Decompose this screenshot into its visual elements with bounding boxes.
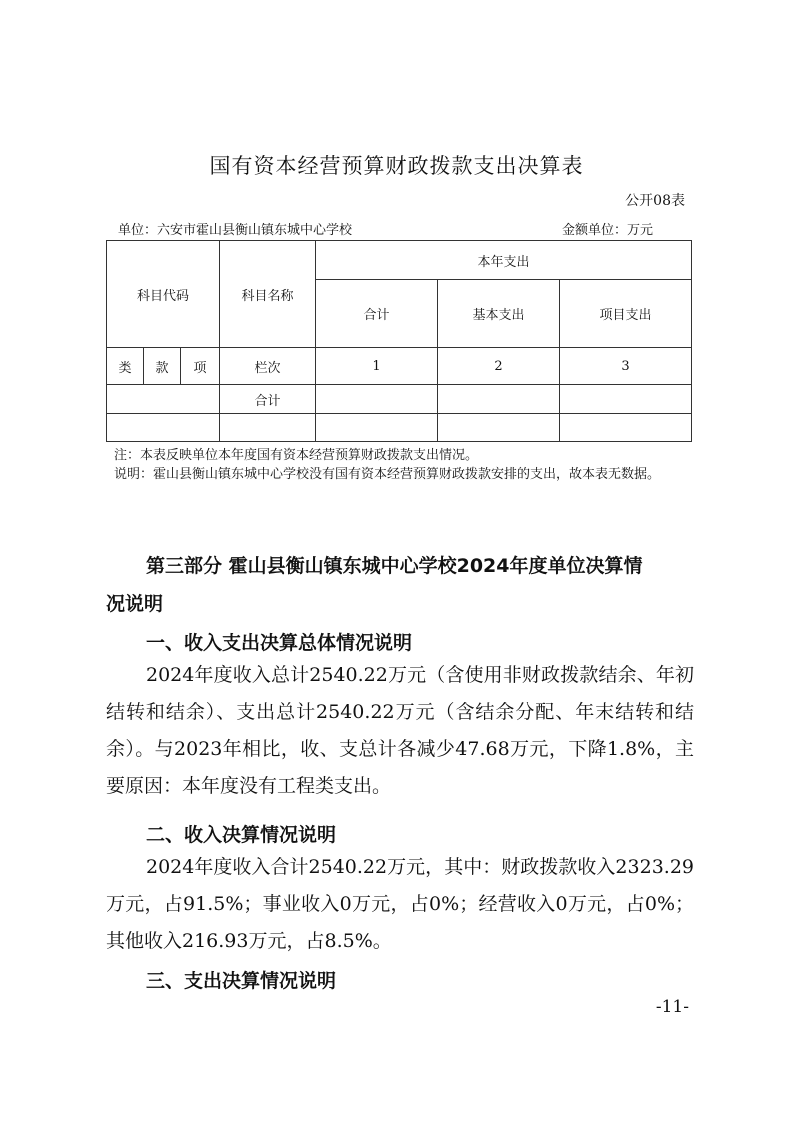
table-cell [107, 385, 220, 414]
section-paragraph-2: 2024年度收入合计2540.22万元，其中：财政拨款收入2323.29万元，占91.5%；事业收入0万元，占0%；经营收入0万元，占0%；其他收入216.93万元，占8.5%。 [106, 856, 694, 952]
part-heading-line-1: 第三部分 霍山县衡山镇东城中心学校2024年度单位决算情 [146, 555, 643, 577]
section-heading-1: 一、收入支出决算总体情况说明 [146, 632, 413, 654]
table-cell [107, 414, 220, 442]
header-total: 合计 [316, 280, 438, 348]
table-explanation: 说明：霍山县衡山镇东城中心学校没有国有资本经营预算财政拨款安排的支出，故本表无数据。 [114, 467, 661, 482]
header-item: 项 [181, 348, 220, 385]
amount-unit-label: 金额单位：万元 [562, 223, 654, 238]
page-title: 国有资本经营预算财政拨款支出决算表 [209, 154, 584, 178]
column-order-label: 栏次 [220, 348, 316, 385]
budget-table [106, 240, 692, 442]
header-subject-name: 科目名称 [220, 241, 316, 348]
unit-label: 单位：六安市霍山县衡山镇东城中心学校 [118, 223, 353, 238]
header-basic-expense: 基本支出 [438, 280, 560, 348]
column-number-2: 2 [438, 348, 560, 385]
section-heading-3: 三、支出决算情况说明 [146, 970, 337, 992]
total-row-label: 合计 [220, 385, 316, 414]
header-section: 款 [144, 348, 181, 385]
page-number: -11- [655, 997, 689, 1017]
table-cell [560, 385, 692, 414]
header-current-year-expense: 本年支出 [316, 241, 692, 280]
header-project-expense: 项目支出 [560, 280, 692, 348]
table-cell [438, 385, 560, 414]
section-paragraph-1: 2024年度收入总计2540.22万元（含使用非财政拨款结余、年初结转和结余）、支出总计2540.22万元（含结余分配、年末结转和结余）。与2023年相比，收、支总计各减少47.68万元，下降1.8%，主要原因：本年度没有工程类支出。 [106, 664, 694, 797]
table-cell [438, 414, 560, 442]
header-category: 类 [107, 348, 144, 385]
form-code: 公开08表 [625, 193, 685, 209]
table-note: 注：本表反映单位本年度国有资本经营预算财政拨款支出情况。 [114, 448, 479, 463]
column-number-1: 1 [316, 348, 438, 385]
header-subject-code: 科目代码 [107, 241, 220, 348]
part-heading-line-2: 况说明 [106, 593, 164, 615]
table-cell [220, 414, 316, 442]
table-cell [560, 414, 692, 442]
section-heading-2: 二、收入决算情况说明 [146, 824, 337, 846]
column-number-3: 3 [560, 348, 692, 385]
table-cell [316, 414, 438, 442]
part-heading [106, 547, 694, 623]
table-cell [316, 385, 438, 414]
